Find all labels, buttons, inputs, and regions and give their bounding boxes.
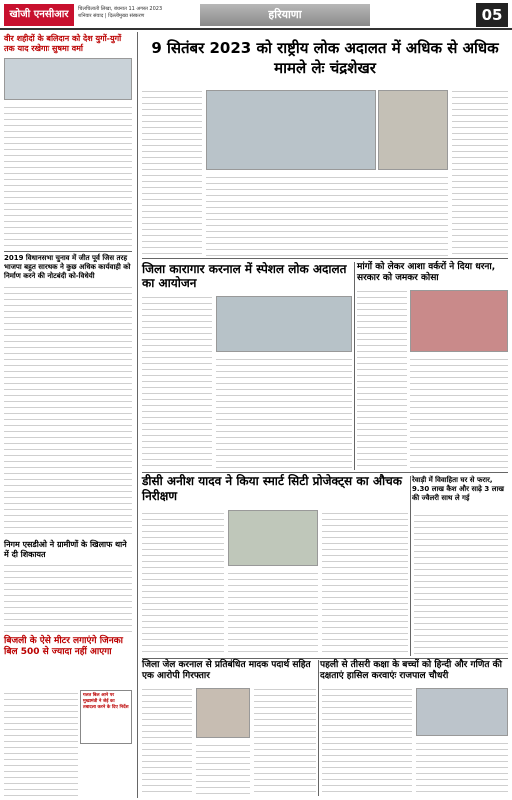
main-body-mid: [206, 174, 448, 256]
headline-rewadi: रेवाड़ी में विवाहिता घर से फरार, 9.30 लाख कैश और साढ़े 3 लाख की ज्वैलरी साथ ले गई: [412, 476, 504, 502]
column-rule: [137, 32, 138, 798]
page-number: 05: [476, 3, 508, 27]
column-rule: [318, 660, 319, 796]
left-top-photo: [4, 58, 132, 100]
left-mid-body: [4, 284, 132, 536]
headline-workers: मांगों को लेकर आशा वर्करों ने दिया धरना, सरकार को जमकर कोसा: [357, 262, 496, 283]
jail-body-col1: [142, 294, 212, 470]
headline-left-top: वीर शहीदों के बलिदान को देश युगों-युगों तक याद रखेगाः सुषमा वर्मा: [4, 34, 122, 53]
workers-body-2: [410, 356, 508, 470]
dc-body-col2: [228, 570, 318, 656]
headline-drug: जिला जेल करनाल से प्रतिबंधित मादक पदार्थ सहित एक आरोपी गिरफ्तार: [142, 660, 311, 681]
meta-line-1: चिलचिलाती लिखा, बंधनात 11 अगस्त 2023: [78, 6, 163, 12]
section-title: हरियाणा: [200, 4, 370, 26]
headline-edu: पहली से तीसरी कक्षा के बच्चों को हिन्दी और गणित की दक्षताएं हासिल करवाएंः राजपाल चौधरी: [320, 660, 502, 681]
main-body-right: [452, 88, 508, 256]
sidebox-quote: गलत बिल आने पर मुख्यमंत्री ने जेई का तबादला करने के दिए निर्देश: [80, 690, 132, 744]
left-bottom-body: [4, 690, 78, 796]
drug-body-col3: [196, 742, 250, 796]
left-lower-body: [4, 562, 132, 632]
edu-body-col2: [416, 740, 508, 796]
left-top-body: [4, 104, 132, 250]
divider: [4, 251, 132, 252]
drug-body-col2: [254, 686, 316, 796]
edu-meeting-photo: [416, 688, 508, 736]
rewadi-body: [414, 512, 508, 656]
workers-body: [357, 288, 407, 470]
drug-body-col1: [142, 686, 192, 796]
jail-photo: [216, 296, 352, 352]
headline-dc: डीसी अनीश यादव ने किया स्मार्ट सिटी प्रोजेक्ट्स का औचक निरीक्षण: [142, 474, 402, 503]
edition-meta: [78, 6, 162, 20]
column-rule: [410, 476, 411, 656]
divider: [142, 258, 508, 259]
headline-main: 9 सितंबर 2023 को राष्ट्रीय लोक अदालत में अधिक से अधिक मामले लेः चंद्रशेखर: [151, 39, 499, 77]
jail-body-col2: [216, 356, 352, 470]
edu-body-col1: [322, 686, 412, 796]
main-body-col1: [142, 88, 202, 256]
divider: [142, 472, 508, 473]
headline-jail: जिला कारागार करनाल में स्पेशल लोक अदालत का आयोजन: [142, 262, 347, 290]
accused-photo: [196, 688, 250, 738]
dc-body-col3: [322, 510, 408, 656]
headline-left-lower: निगम एसडीओ ने ग्रामीणों के खिलाफ थाने में दी शिकायत: [4, 540, 127, 559]
brand-logo: खोजी एनसीआर: [4, 4, 74, 26]
main-side-photo: [378, 90, 448, 170]
workers-protest-photo: [410, 290, 508, 352]
column-rule: [354, 262, 355, 470]
divider: [142, 658, 508, 659]
headline-left-bottom: बिजली के ऐसे मीटर लगाएंगे जिनका बिल 500 से ज्यादा नहीं आएगा: [4, 636, 123, 657]
dc-inspection-photo: [228, 510, 318, 566]
main-meeting-photo: [206, 90, 376, 170]
dc-body-col1: [142, 510, 224, 656]
masthead: [0, 0, 512, 30]
meta-line-2: शनिवार संवाद | दिल्लीमुख्य संस्करण: [78, 13, 145, 19]
headline-left-mid: 2019 विधानसभा चुनाव में जीत पूर्व जिस तरह भाजपा बहुत सारथक ने कुछ अधिक कार्यवाही को निर्माण करने की नोटबंदी को-विधेयी: [4, 254, 131, 280]
